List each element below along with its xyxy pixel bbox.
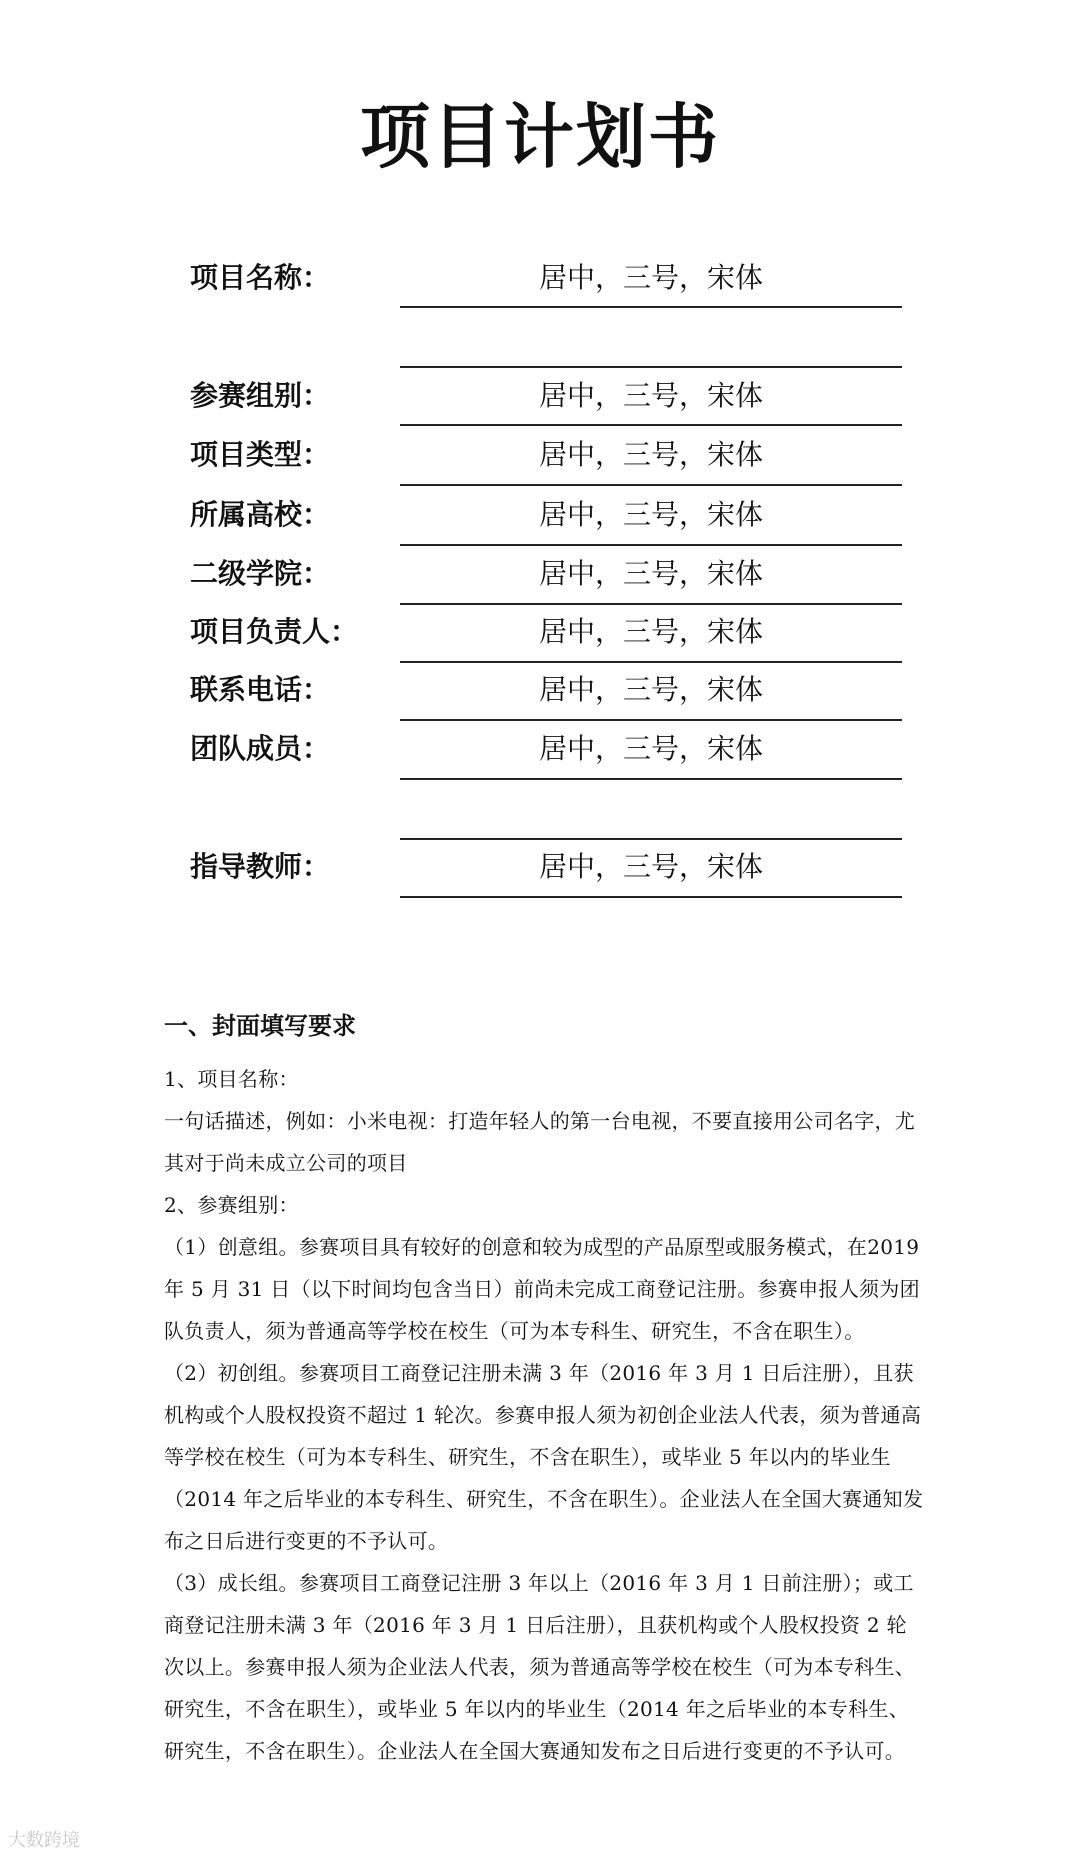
underline-phone	[400, 719, 902, 721]
paragraph-item-2: 2、参赛组别：	[164, 1193, 299, 1217]
underline-project-name-extra	[400, 366, 902, 368]
paragraph-item-1: 1、项目名称：	[164, 1067, 299, 1091]
underline-team-members	[400, 778, 902, 780]
field-value-team-members: 居中，三号，宋体	[538, 732, 763, 765]
field-label-university: 所属高校：	[190, 498, 331, 531]
underline-university	[400, 544, 902, 546]
field-value-college: 居中，三号，宋体	[538, 557, 763, 590]
field-label-advisor: 指导教师：	[190, 850, 331, 883]
field-label-team-members: 团队成员：	[190, 732, 331, 765]
field-value-phone: 居中，三号，宋体	[538, 673, 763, 706]
document-title: 项目计划书	[360, 96, 720, 178]
underline-project-leader	[400, 661, 902, 663]
field-label-college: 二级学院：	[190, 557, 331, 590]
field-label-project-name: 项目名称：	[190, 261, 331, 294]
field-value-project-type: 居中，三号，宋体	[538, 438, 763, 471]
field-value-university: 居中，三号，宋体	[538, 498, 763, 531]
section-heading: 一、封面填写要求	[164, 1012, 356, 1040]
underline-college	[400, 603, 902, 605]
section-body	[164, 1058, 924, 1772]
field-value-group: 居中，三号，宋体	[538, 379, 763, 412]
underline-advisor	[400, 896, 902, 898]
underline-project-type	[400, 484, 902, 486]
paragraph-startup-group: （2）初创组。参赛项目工商登记注册未满 3 年（2016 年 3 月 1 日后注册），且获机构或个人股权投资不超过 1 轮次。参赛申报人须为初创企业法人代表，须为普通高等学校在校生（可为本专科生、研究生，不含在职生），或毕业 5 年以内的毕业生（2014 年之后毕业的本专科生、研究生，不含在职生）。企业法人在全国大赛通知发布之日后进行变更的不予认可。	[164, 1361, 924, 1553]
field-value-project-leader: 居中，三号，宋体	[538, 615, 763, 648]
watermark: 大数跨境	[8, 1830, 80, 1851]
paragraph-growth-group: （3）成长组。参赛项目工商登记注册 3 年以上（2016 年 3 月 1 日前注册）；或工商登记注册未满 3 年（2016 年 3 月 1 日后注册），且获机构或个人股权投资 2 轮次以上。参赛申报人须为企业法人代表，须为普通高等学校在校生（可为本专科生、研究生，不含在职生），或毕业 5 年以内的毕业生（2014 年之后毕业的本专科生、研究生，不含在职生）。企业法人在全国大赛通知发布之日后进行变更的不予认可。	[164, 1571, 916, 1763]
underline-project-name	[400, 306, 902, 308]
underline-group	[400, 424, 902, 426]
field-value-advisor: 居中，三号，宋体	[538, 850, 763, 883]
paragraph-creative-group: （1）创意组。参赛项目具有较好的创意和较为成型的产品原型或服务模式，在2019 年 5 月 31 日（以下时间均包含当日）前尚未完成工商登记注册。参赛申报人须为团队负责人，须为普通高等学校在校生（可为本专科生、研究生，不含在职生）。	[164, 1235, 920, 1343]
field-label-phone: 联系电话：	[190, 673, 331, 706]
field-label-group: 参赛组别：	[190, 379, 331, 412]
field-value-project-name: 居中，三号，宋体	[538, 261, 763, 294]
field-label-project-type: 项目类型：	[190, 438, 331, 471]
field-label-project-leader: 项目负责人：	[190, 615, 359, 648]
paragraph-item-1-desc: 一句话描述，例如：小米电视：打造年轻人的第一台电视，不要直接用公司名字，尤其对于尚未成立公司的项目	[164, 1109, 916, 1175]
underline-team-members-extra	[400, 838, 902, 840]
